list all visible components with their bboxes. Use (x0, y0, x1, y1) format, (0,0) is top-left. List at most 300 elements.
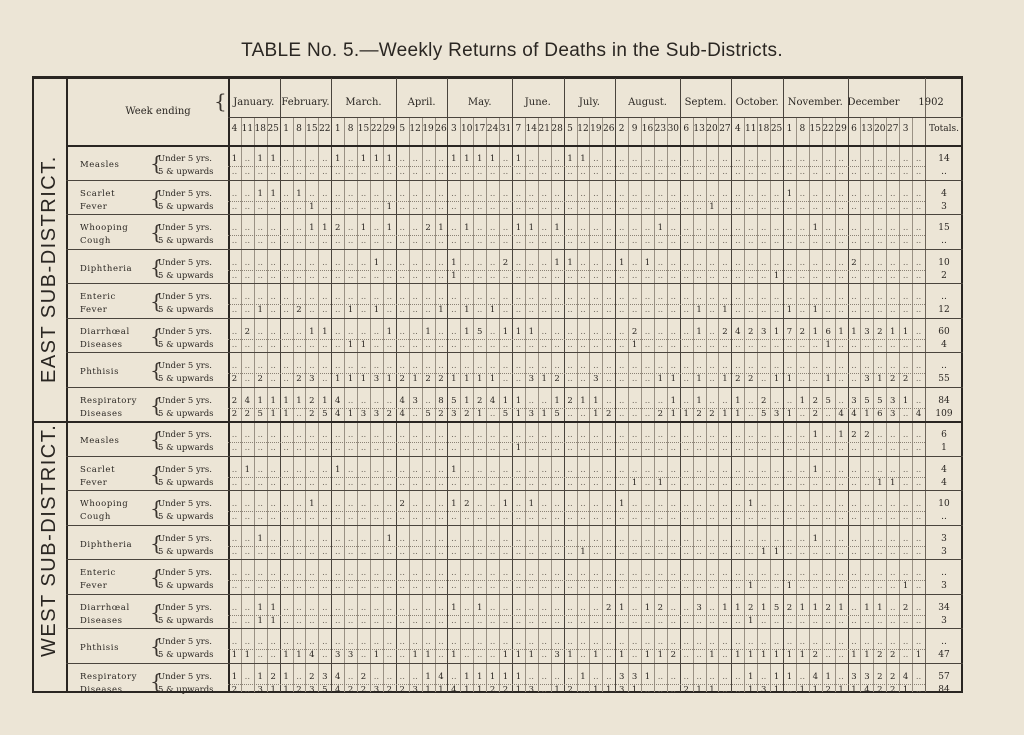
week-cell: .. (657, 464, 664, 475)
week-cell: .. (915, 637, 922, 647)
week-cell: .. (399, 361, 405, 371)
week-cell: .. (902, 533, 909, 544)
row-total: .. (941, 637, 947, 647)
week-cell: 2 (683, 684, 689, 695)
week-cell: .. (915, 684, 922, 695)
week-cell: .. (502, 292, 509, 302)
week-cell: .. (799, 671, 806, 682)
week-cell: .. (231, 581, 238, 591)
week-cell: 1 (489, 374, 496, 384)
week-cell: .. (851, 339, 857, 350)
week-cell: .. (722, 499, 728, 509)
week-cell: .. (825, 650, 831, 660)
week-cell: .. (657, 188, 664, 199)
week-cell: .. (606, 615, 612, 626)
disease-brace: { (150, 496, 163, 520)
week-cell: .. (748, 546, 754, 557)
disease-brace: { (150, 254, 163, 279)
week-cell: .. (709, 270, 715, 281)
week-cell: .. (851, 512, 857, 522)
week-day-39: 4 (734, 124, 741, 134)
week-cell: .. (683, 223, 689, 233)
week-cell: .. (735, 188, 741, 199)
week-cell: .. (631, 546, 638, 557)
week-cell: .. (489, 443, 496, 453)
week-cell: 2 (735, 374, 741, 384)
week-cell: .. (580, 339, 586, 350)
disease-row-divider (66, 559, 963, 560)
week-cell: .. (606, 188, 612, 199)
week-cell: .. (360, 512, 367, 522)
disease-brace: { (150, 151, 163, 175)
week-cell: 1 (812, 305, 818, 315)
week-cell: .. (554, 533, 560, 544)
week-cell: .. (231, 602, 238, 613)
week-cell: 1 (748, 671, 754, 682)
week-cell: .. (425, 167, 431, 177)
week-cell: .. (412, 568, 418, 578)
week-cell: .. (438, 430, 444, 440)
week-day-2: 18 (254, 124, 266, 134)
week-cell: .. (644, 408, 651, 419)
week-cell: .. (528, 443, 535, 453)
week-cell: .. (464, 581, 470, 591)
week-cell: .. (464, 602, 470, 613)
week-cell: .. (812, 292, 818, 302)
row-total: 4 (941, 339, 947, 350)
week-cell: .. (606, 154, 612, 164)
week-cell: .. (567, 408, 573, 419)
week-cell: .. (760, 374, 767, 384)
week-cell: .. (231, 443, 238, 453)
week-cell: .. (618, 512, 625, 522)
month-1: January. (233, 97, 275, 108)
week-cell: 1 (244, 464, 251, 475)
week-cell: .. (812, 637, 818, 647)
week-day-32: 16 (641, 124, 654, 134)
week-cell: .. (244, 602, 251, 613)
week-cell: .. (735, 305, 741, 315)
week-cell: .. (373, 477, 380, 488)
week-cell: .. (412, 637, 418, 647)
week-cell: .. (373, 671, 380, 682)
week-cell: .. (864, 339, 870, 350)
week-day-4: 1 (283, 124, 289, 134)
week-cell: .. (399, 477, 405, 488)
week-cell: .. (593, 292, 599, 302)
week-cell: .. (322, 568, 328, 578)
week-cell: 1 (296, 188, 302, 199)
week-cell: .. (476, 188, 483, 199)
week-cell: .. (606, 671, 612, 682)
week-cell: 1 (386, 201, 393, 212)
week-cell: .. (464, 339, 470, 350)
week-cell: .. (399, 650, 405, 660)
week-cell: .. (786, 430, 793, 440)
week-cell: .. (335, 615, 341, 626)
week-cell: .. (709, 568, 715, 578)
week-cell: .. (786, 236, 793, 246)
week-cell: .. (270, 512, 276, 522)
week-cell: 3 (412, 395, 418, 406)
week-cell: 1 (838, 602, 844, 613)
week-cell: .. (580, 188, 586, 199)
week-cell: .. (438, 637, 444, 647)
week-cell: 1 (825, 671, 831, 682)
week-cell: .. (606, 292, 612, 302)
week-cell: .. (567, 671, 573, 682)
week-cell: .. (683, 568, 689, 578)
week-cell: 4 (851, 408, 857, 419)
week-cell: 3 (257, 684, 263, 695)
week-cell: .. (657, 512, 664, 522)
week-cell: .. (644, 188, 651, 199)
week-cell: .. (322, 443, 328, 453)
week-cell: .. (257, 292, 263, 302)
week-cell: .. (786, 637, 793, 647)
week-cell: .. (386, 430, 393, 440)
disease-brace: { (150, 461, 163, 486)
week-cell: .. (347, 188, 354, 199)
week-cell: 1 (270, 602, 276, 613)
week-cell: .. (270, 201, 276, 212)
week-cell: 1 (347, 339, 354, 350)
week-cell: .. (347, 512, 354, 522)
week-cell: .. (670, 533, 676, 544)
week-cell: .. (580, 223, 586, 233)
week-cell: .. (360, 326, 367, 337)
week-cell: 1 (773, 684, 780, 695)
week-cell: .. (838, 477, 844, 488)
week-cell: .. (722, 236, 728, 246)
week-cell: 1 (580, 546, 586, 557)
week-cell: .. (270, 305, 276, 315)
week-cell: 1 (618, 602, 625, 613)
week-cell: 1 (283, 408, 289, 419)
week-cell: .. (502, 477, 509, 488)
week-cell: .. (438, 512, 444, 522)
week-cell: .. (412, 339, 418, 350)
week-cell: .. (399, 167, 405, 177)
week-cell: .. (451, 581, 457, 591)
week-cell: .. (270, 236, 276, 246)
week-cell: .. (283, 430, 289, 440)
disease-name: Fever (80, 477, 108, 488)
week-cell: 2 (567, 684, 573, 695)
week-cell: .. (825, 292, 831, 302)
week-cell: 1 (360, 339, 367, 350)
age-group-label: Under 5 yrs. (158, 568, 212, 578)
week-cell: .. (838, 395, 844, 406)
week-cell: .. (606, 477, 612, 488)
disease-row-divider (66, 525, 963, 526)
week-cell: 2 (877, 684, 883, 695)
week-cell: .. (593, 512, 599, 522)
week-cell: .. (528, 430, 535, 440)
week-cell: 1 (631, 339, 638, 350)
week-cell: 1 (799, 602, 806, 613)
week-cell: .. (696, 430, 702, 440)
week-cell: .. (593, 257, 599, 268)
week-cell: .. (502, 568, 509, 578)
week-cell: .. (373, 270, 380, 281)
week-cell: .. (554, 581, 560, 591)
disease-brace: { (150, 668, 163, 693)
week-cell: .. (360, 236, 367, 246)
week-cell: .. (296, 477, 302, 488)
week-cell: 2 (399, 499, 405, 509)
week-cell: .. (464, 236, 470, 246)
week-cell: .. (915, 257, 922, 268)
week-cell: .. (580, 684, 586, 695)
week-cell: 2 (786, 602, 793, 613)
week-cell: .. (683, 292, 689, 302)
week-cell: 1 (890, 477, 896, 488)
month-5: May. (467, 97, 492, 108)
week-cell: .. (502, 464, 509, 475)
week-cell: .. (451, 361, 457, 371)
week-cell: .. (270, 477, 276, 488)
week-cell: .. (347, 236, 354, 246)
week-cell: 1 (825, 374, 831, 384)
week-cell: .. (851, 443, 857, 453)
week-cell: .. (515, 602, 522, 613)
week-cell: .. (735, 533, 741, 544)
week-cell: .. (722, 270, 728, 281)
week-cell: .. (489, 292, 496, 302)
week-cell: .. (335, 270, 341, 281)
week-cell: .. (373, 292, 380, 302)
week-cell: .. (322, 546, 328, 557)
disease-row-divider (66, 283, 963, 284)
disease-name: Diseases (80, 684, 123, 695)
week-cell: 1 (425, 671, 431, 682)
week-cell: .. (709, 464, 715, 475)
week-cell: .. (657, 339, 664, 350)
disease-brace: { (150, 289, 163, 313)
week-cell: .. (631, 533, 638, 544)
week-cell: 1 (722, 305, 728, 315)
week-cell: .. (812, 581, 818, 591)
week-cell: .. (283, 499, 289, 509)
age-group-label: Under 5 yrs. (158, 188, 212, 199)
week-cell: 1 (231, 650, 238, 660)
week-cell: .. (773, 188, 780, 199)
week-cell: .. (438, 443, 444, 453)
week-cell: .. (322, 374, 328, 384)
week-cell: .. (760, 339, 767, 350)
week-cell: 4 (334, 684, 341, 695)
week-cell: 1 (476, 671, 483, 682)
week-cell: .. (270, 637, 276, 647)
month-2: February. (281, 97, 330, 108)
week-cell: 1 (515, 395, 522, 406)
week-cell: .. (567, 581, 573, 591)
week-cell: .. (360, 533, 367, 544)
week-cell: 2 (257, 374, 263, 384)
row-total: 10 (938, 257, 950, 268)
week-cell: .. (541, 650, 547, 660)
week-cell: 1 (464, 395, 470, 406)
week-cell: .. (631, 154, 638, 164)
week-cell: .. (412, 464, 418, 475)
week-cell: .. (644, 236, 651, 246)
week-cell: .. (580, 637, 586, 647)
week-cell: .. (554, 292, 560, 302)
week-cell: .. (554, 339, 560, 350)
week-cell: .. (915, 167, 922, 177)
age-group-label: 5 & upwards (158, 305, 214, 315)
week-cell: .. (528, 533, 535, 544)
age-group-label: 5 & upwards (158, 201, 214, 212)
week-cell: .. (864, 581, 870, 591)
week-cell: .. (412, 270, 418, 281)
week-cell: .. (877, 305, 883, 315)
week-cell: .. (322, 361, 328, 371)
week-cell: .. (360, 292, 367, 302)
week-cell: 1 (451, 650, 457, 660)
week-cell: .. (825, 464, 831, 475)
week-cell: .. (296, 499, 302, 509)
week-cell: 5 (554, 408, 560, 419)
week-cell: .. (373, 430, 380, 440)
week-cell: .. (825, 305, 831, 315)
week-cell: .. (270, 374, 276, 384)
week-cell: .. (683, 374, 689, 384)
week-cell: 5 (451, 395, 457, 406)
week-cell: 3 (554, 650, 560, 660)
week-cell: .. (864, 257, 870, 268)
week-cell: 4 (309, 650, 315, 660)
week-cell: .. (541, 395, 547, 406)
week-cell: .. (464, 167, 470, 177)
week-cell: .. (567, 374, 573, 384)
week-cell: .. (735, 499, 741, 509)
week-cell: .. (864, 223, 870, 233)
week-cell: .. (760, 671, 767, 682)
week-cell: .. (309, 615, 315, 626)
week-cell: .. (322, 201, 328, 212)
week-cell: 3 (528, 374, 535, 384)
week-cell: .. (915, 671, 922, 682)
week-cell: .. (593, 167, 599, 177)
week-cell: .. (309, 430, 315, 440)
week-cell: .. (915, 512, 922, 522)
week-cell: 1 (373, 154, 380, 164)
week-cell: .. (231, 533, 238, 544)
week-cell: .. (451, 671, 457, 682)
week-cell: .. (335, 305, 341, 315)
week-cell: .. (799, 257, 806, 268)
week-cell: .. (915, 361, 922, 371)
week-cell: .. (399, 257, 405, 268)
week-cell: 1 (838, 430, 844, 440)
week-cell: 1 (709, 201, 715, 212)
week-cell: .. (567, 512, 573, 522)
week-cell: .. (760, 477, 767, 488)
week-cell: .. (593, 305, 599, 315)
week-cell: 1 (347, 408, 354, 419)
week-cell: .. (915, 270, 922, 281)
week-cell: 1 (877, 602, 883, 613)
week-cell: .. (476, 477, 483, 488)
week-cell: .. (360, 615, 367, 626)
week-day-30: 2 (618, 124, 625, 134)
week-cell: .. (618, 270, 625, 281)
year-label: 1902 (918, 97, 944, 108)
week-cell: .. (683, 430, 689, 440)
week-cell: .. (386, 512, 393, 522)
week-cell: .. (851, 464, 857, 475)
week-cell: .. (722, 637, 728, 647)
week-cell: .. (231, 615, 238, 626)
week-cell: .. (464, 637, 470, 647)
week-cell: .. (748, 270, 754, 281)
week-cell: 1 (270, 684, 276, 695)
week-cell: .. (502, 546, 509, 557)
age-group-label: Under 5 yrs. (158, 464, 212, 475)
week-cell: 1 (386, 154, 393, 164)
week-cell: .. (657, 430, 664, 440)
week-cell: 2 (631, 326, 638, 337)
week-cell: .. (606, 361, 612, 371)
week-cell: .. (335, 188, 341, 199)
week-cell: .. (631, 223, 638, 233)
week-cell: .. (902, 257, 909, 268)
week-cell: .. (606, 236, 612, 246)
week-cell: .. (631, 581, 638, 591)
week-cell: .. (593, 464, 599, 475)
week-cell: .. (502, 154, 509, 164)
week-cell: .. (593, 499, 599, 509)
week-cell: .. (902, 499, 909, 509)
week-cell: .. (528, 602, 535, 613)
week-cell: .. (877, 154, 883, 164)
week-cell: .. (296, 167, 302, 177)
week-cell: 2 (231, 395, 238, 406)
week-cell: .. (296, 533, 302, 544)
week-cell: .. (386, 236, 393, 246)
week-cell: .. (296, 339, 302, 350)
week-cell: 1 (476, 374, 483, 384)
week-day-20: 24 (486, 124, 499, 134)
week-cell: .. (580, 292, 586, 302)
week-cell: .. (515, 499, 522, 509)
week-cell: 1 (812, 223, 818, 233)
week-cell: .. (580, 443, 586, 453)
week-cell: .. (296, 201, 302, 212)
week-cell: .. (347, 257, 354, 268)
district-label: EAST SUB-DISTRICT. (38, 155, 60, 383)
week-cell: .. (657, 443, 664, 453)
week-cell: .. (515, 270, 522, 281)
row-total: 1 (941, 443, 947, 453)
week-cell: .. (347, 223, 354, 233)
week-cell: .. (683, 395, 689, 406)
week-cell: .. (709, 581, 715, 591)
week-cell: .. (722, 477, 728, 488)
week-cell: 3 (890, 395, 896, 406)
week-cell: .. (696, 270, 702, 281)
week-cell: .. (502, 602, 509, 613)
week-cell: .. (760, 443, 767, 453)
week-day-38: 27 (719, 124, 731, 134)
row-total: 3 (941, 546, 947, 557)
week-cell: 2 (606, 408, 612, 419)
week-day-27: 12 (577, 124, 589, 134)
week-cell: .. (515, 305, 522, 315)
week-cell: .. (748, 201, 754, 212)
